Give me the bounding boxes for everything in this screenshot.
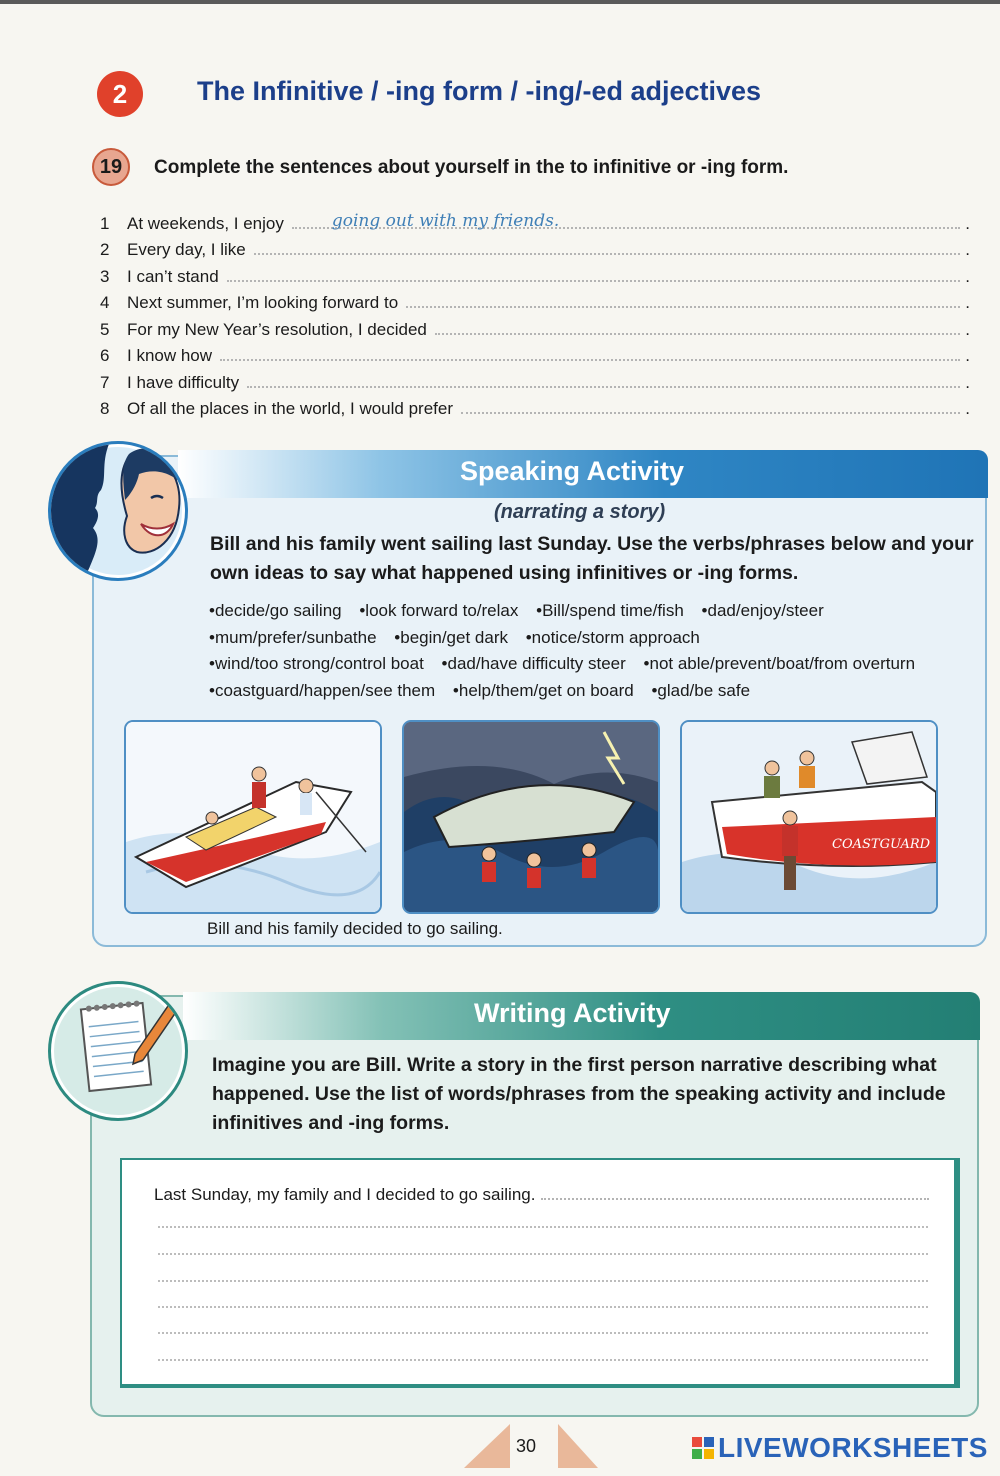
answer-input[interactable] <box>461 398 960 414</box>
phrase-item: • wind/too strong/control boat <box>209 654 424 673</box>
item-number: 8 <box>100 399 110 418</box>
item-number: 4 <box>100 293 110 312</box>
end-mark: . <box>965 293 970 312</box>
answer-text: going out with my friends. <box>331 210 560 231</box>
speaking-subtitle: (narrating a story) <box>494 501 666 523</box>
phrase-item: • glad/be safe <box>651 681 750 700</box>
item-stem: I know how <box>127 346 213 365</box>
page-triangle-right <box>558 1424 598 1468</box>
end-mark: . <box>965 346 970 365</box>
phrase-item: • decide/go sailing <box>209 601 342 620</box>
phrase-item: • dad/enjoy/steer <box>702 601 824 620</box>
liveworksheets-logo[interactable] <box>692 1432 988 1464</box>
answer-input[interactable] <box>292 210 960 231</box>
coastguard-label: COASTGUARD <box>832 837 931 852</box>
end-mark: . <box>965 240 970 259</box>
writing-first-line <box>154 1184 929 1205</box>
phrase-item: • begin/get dark <box>394 628 508 647</box>
writing-start-text: Last Sunday, my family and I decided to go sailing. <box>154 1185 536 1204</box>
top-border <box>0 0 1000 4</box>
item-number: 6 <box>100 346 110 365</box>
writing-line[interactable] <box>158 1253 928 1255</box>
answer-input[interactable] <box>227 266 960 282</box>
answer-input[interactable] <box>254 239 960 255</box>
item-stem: I have difficulty <box>127 372 240 392</box>
item-number: 5 <box>100 319 110 339</box>
phrase-line <box>209 625 984 652</box>
end-mark: . <box>965 399 970 418</box>
item-stem: I can’t stand <box>127 266 219 286</box>
answer-input[interactable] <box>247 372 960 388</box>
writing-line[interactable] <box>158 1359 928 1361</box>
item-stem: Every day, I like <box>127 240 246 259</box>
writing-answer-area[interactable] <box>120 1158 960 1388</box>
speaking-caption: Bill and his family decided to go sailing. <box>207 919 503 938</box>
liveworksheets-logo-icon <box>692 1437 714 1459</box>
unit-number-badge: 2 <box>97 71 143 117</box>
coastguard-rescue-picture <box>680 720 938 914</box>
phrase-item: • notice/storm approach <box>526 628 700 647</box>
item-number: 3 <box>100 266 110 286</box>
writing-line[interactable] <box>158 1226 928 1228</box>
writing-line[interactable] <box>158 1280 928 1282</box>
exercise-item <box>100 234 970 261</box>
notepad-pencil-icon <box>48 981 188 1121</box>
speaking-faces-icon <box>48 441 188 581</box>
exercise-list <box>100 207 970 419</box>
writing-line[interactable] <box>541 1184 929 1200</box>
phrase-list <box>209 598 984 704</box>
phrase-item: • not able/prevent/boat/from overturn <box>644 654 916 673</box>
end-mark: . <box>965 319 970 339</box>
end-mark: . <box>965 213 970 233</box>
item-stem: For my New Year’s resolution, I decided <box>127 319 427 339</box>
phrase-item: • mum/prefer/sunbathe <box>209 628 377 647</box>
exercise-item <box>100 207 970 234</box>
item-stem: Of all the places in the world, I would prefer <box>127 399 453 418</box>
page-number: 30 <box>516 1436 537 1456</box>
writing-title: Writing Activity <box>474 998 671 1028</box>
writing-instruction: Imagine you are Bill. Write a story in the first person narrative describing what happened. Use the list of words/phrases from the speaking activity and include infinitives and -ing forms. <box>212 1054 946 1134</box>
item-stem: At weekends, I enjoy <box>127 213 284 233</box>
exercise-item <box>100 313 970 340</box>
item-number: 1 <box>100 213 110 233</box>
answer-input[interactable] <box>406 292 960 308</box>
phrase-item: • Bill/spend time/fish <box>536 601 684 620</box>
phrase-item: • dad/have difficulty steer <box>442 654 626 673</box>
writing-line[interactable] <box>158 1332 928 1334</box>
end-mark: . <box>965 372 970 392</box>
page-triangle-left <box>464 1424 510 1468</box>
speaking-title: Speaking Activity <box>460 456 685 486</box>
exercise-instruction: Complete the sentences about yourself in the to infinitive or -ing form. <box>154 157 789 178</box>
phrase-line <box>209 598 984 625</box>
phrase-item: • look forward to/relax <box>359 601 518 620</box>
writing-line[interactable] <box>158 1306 928 1308</box>
end-mark: . <box>965 266 970 286</box>
answer-input[interactable] <box>435 319 960 335</box>
speaking-instruction: Bill and his family went sailing last Sunday. Use the verbs/phrases below and your own ideas to say what happened using infinitives or -ing forms. <box>210 533 974 584</box>
exercise-item <box>100 287 970 314</box>
exercise-item <box>100 366 970 393</box>
phrase-item: • coastguard/happen/see them <box>209 681 435 700</box>
phrase-line <box>209 678 984 705</box>
unit-title: The Infinitive / -ing form / -ing/-ed adjectives <box>197 76 762 106</box>
item-number: 2 <box>100 240 110 259</box>
brand-name: LIVEWORKSHEETS <box>718 1432 988 1463</box>
phrase-item: • help/them/get on board <box>453 681 634 700</box>
exercise-number-badge: 19 <box>92 148 130 186</box>
boat-capsized-picture <box>402 720 660 914</box>
phrase-line <box>209 651 984 678</box>
item-stem: Next summer, I’m looking forward to <box>127 293 399 312</box>
exercise-item <box>100 260 970 287</box>
exercise-item <box>100 340 970 367</box>
answer-input[interactable] <box>220 345 960 361</box>
item-number: 7 <box>100 372 110 392</box>
exercise-item <box>100 393 970 420</box>
family-sailing-picture <box>124 720 382 914</box>
